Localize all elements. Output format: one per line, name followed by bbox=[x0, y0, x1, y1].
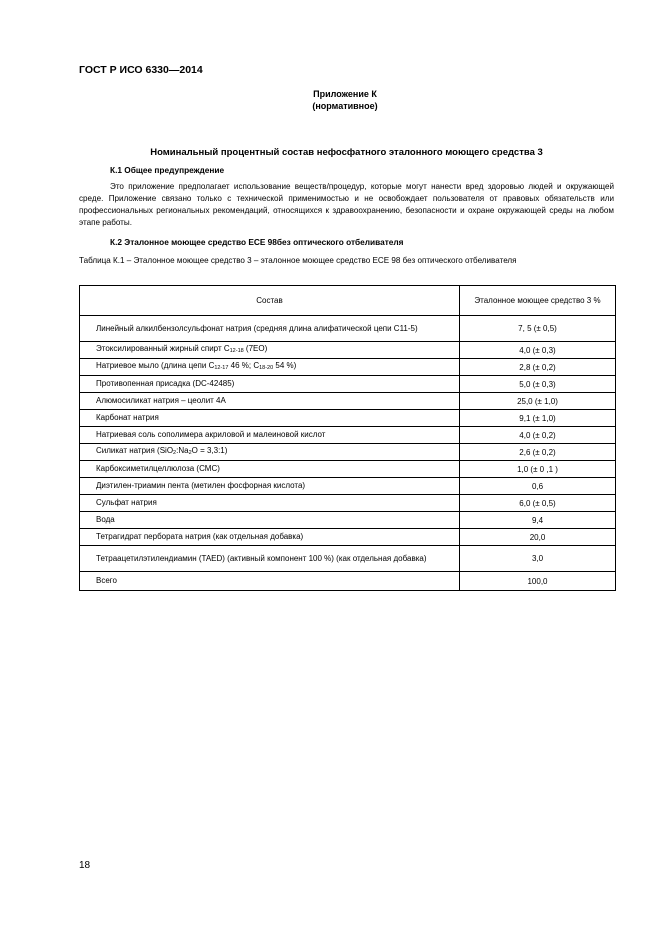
table-row bbox=[80, 546, 616, 572]
table-row bbox=[80, 512, 616, 529]
row-value: 1,0 (± 0 ,1 ) bbox=[460, 461, 616, 478]
row-composition: Диэтилен-триамин пента (метилен фосфорная кислота) bbox=[80, 478, 460, 495]
row-composition: Натриевое мыло (длина цепи $С_{12-17}$ 46 %; $С_{18-20}$ 54 %) bbox=[80, 359, 460, 376]
appendix-label: Приложение К bbox=[313, 89, 377, 99]
row-composition: Всего bbox=[80, 572, 460, 591]
document-code: ГОСТ Р ИСО 6330—2014 bbox=[79, 64, 203, 76]
row-composition: Вода bbox=[80, 512, 460, 529]
row-value: 7, 5 (± 0,5) bbox=[460, 316, 616, 342]
row-value: 25,0 (± 1,0) bbox=[460, 393, 616, 410]
row-value: 5,0 (± 0,3) bbox=[460, 376, 616, 393]
row-composition: Противопенная присадка (DC-42485) bbox=[80, 376, 460, 393]
row-value: 6,0 (± 0,5) bbox=[460, 495, 616, 512]
row-composition: Тетрагидрат пербората натрия (как отдельная добавка) bbox=[80, 529, 460, 546]
row-composition: Карбоксиметилцеллюлоза (СМС) bbox=[80, 461, 460, 478]
row-composition: Линейный алкилбензолсульфонат натрия (средняя длина алифатической цепи С11-5) bbox=[80, 316, 460, 342]
row-composition: Натриевая соль сополимера акриловой и малеиновой кислот bbox=[80, 427, 460, 444]
table-row bbox=[80, 444, 616, 461]
k1-heading: К.1 Общее предупреждение bbox=[110, 165, 225, 175]
table-row bbox=[80, 393, 616, 410]
k1-paragraph bbox=[79, 181, 614, 229]
k2-heading: К.2 Эталонное моющее средство ЕСЕ 98без оптического отбеливателя bbox=[110, 237, 404, 247]
row-composition: Силикат натрия ($SiO_2:Na_2O$ = 3,3:1) bbox=[80, 444, 460, 461]
row-value: 4,0 (± 0,2) bbox=[460, 427, 616, 444]
table-row bbox=[80, 495, 616, 512]
table-header-row bbox=[80, 286, 616, 316]
row-value: 3,0 bbox=[460, 546, 616, 572]
row-composition: Этоксилированный жирный спирт $С_{12-18}$ (7ЕО) bbox=[80, 342, 460, 359]
row-value: 2,6 (± 0,2) bbox=[460, 444, 616, 461]
header-composition: Состав bbox=[80, 286, 460, 316]
row-composition: Сульфат натрия bbox=[80, 495, 460, 512]
row-value: 100,0 bbox=[460, 572, 616, 591]
section-title: Номинальный процентный состав нефосфатного эталонного моющего средства 3 bbox=[150, 147, 543, 158]
table-row bbox=[80, 529, 616, 546]
table-row bbox=[80, 376, 616, 393]
row-value: 4,0 (± 0,3) bbox=[460, 342, 616, 359]
appendix-title bbox=[290, 88, 400, 112]
row-value: 20,0 bbox=[460, 529, 616, 546]
row-value: 9,4 bbox=[460, 512, 616, 529]
table-row bbox=[80, 427, 616, 444]
header-value: Эталонное моющее средство 3 % bbox=[460, 286, 616, 316]
table-row bbox=[80, 461, 616, 478]
row-composition: Карбонат натрия bbox=[80, 410, 460, 427]
table-row bbox=[80, 478, 616, 495]
row-value: 2,8 (± 0,2) bbox=[460, 359, 616, 376]
row-composition: Тетраацетилэтилендиамин (TAED) (активный компонент 100 %) (как отдельная добавка) bbox=[80, 546, 460, 572]
k1-paragraph-text: Это приложение предполагает использование веществ/процедур, которые могут нанести вред здоровью людей и окружающей среде. Приложение связано только с технической применимостью и не освобождает пользователя от правовых обязательств или профессиональных региональных рекомендаций, относящихся к здравоохранению, безопасности и охране окружающей среды на любом этапе работы. bbox=[79, 182, 614, 227]
composition-table bbox=[79, 285, 616, 591]
row-value: 0,6 bbox=[460, 478, 616, 495]
table-caption: Таблица К.1 – Эталонное моющее средство 3 – эталонное моющее средство ЕСЕ 98 без оптического отбеливателя bbox=[79, 256, 517, 265]
table-row bbox=[80, 410, 616, 427]
row-composition: Алюмосиликат натрия – цеолит 4А bbox=[80, 393, 460, 410]
table-row bbox=[80, 359, 616, 376]
appendix-type: (нормативное) bbox=[312, 101, 378, 111]
table-row-total bbox=[80, 572, 616, 591]
table-row bbox=[80, 316, 616, 342]
page-number: 18 bbox=[79, 860, 91, 871]
row-value: 9,1 (± 1,0) bbox=[460, 410, 616, 427]
table-row bbox=[80, 342, 616, 359]
